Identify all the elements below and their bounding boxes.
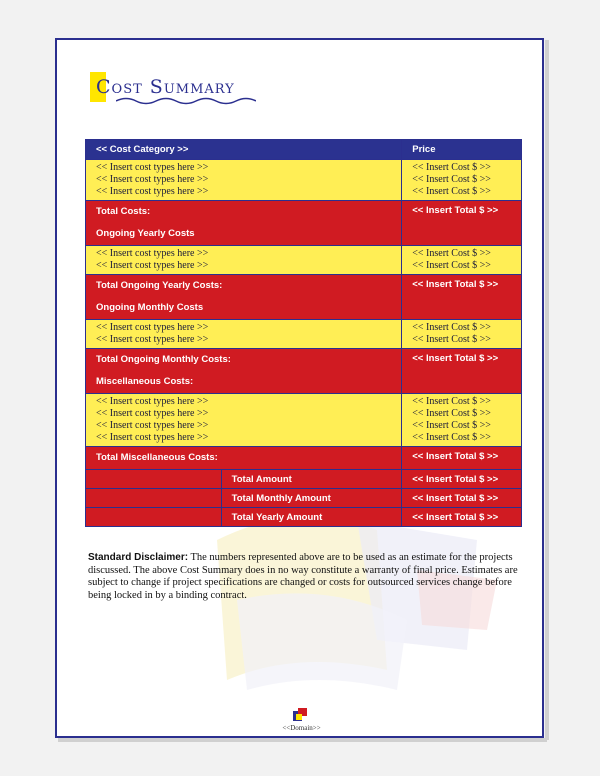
- cost-items-row: [86, 160, 522, 201]
- cost-price-placeholder[interactable]: << Insert Cost $ >>: [412, 420, 491, 431]
- grand-total-row: [86, 489, 522, 508]
- next-section-heading: Ongoing Yearly Costs: [96, 228, 195, 239]
- cost-price-placeholder[interactable]: << Insert Cost $ >>: [412, 162, 491, 173]
- cost-price-placeholder[interactable]: << Insert Cost $ >>: [412, 408, 491, 419]
- page-shadow-bottom: [58, 738, 547, 742]
- cost-type-placeholder[interactable]: << Insert cost types here >>: [96, 420, 209, 431]
- header-price: Price: [402, 140, 522, 160]
- cost-type-placeholder[interactable]: << Insert cost types here >>: [96, 322, 209, 333]
- disclaimer-text: The numbers represented above are to be used as an estimate for the projects discussed. The above Cost Summary does in no way constitute a warranty of final price. Estimates are subject to change if project specifications are changed or costs for outsourced services change before being locked in by a binding contract.: [88, 552, 518, 601]
- section-total-value-text: << Insert Total $ >>: [412, 353, 499, 364]
- cost-type-placeholder[interactable]: << Insert cost types here >>: [96, 408, 209, 419]
- cost-price-list: [402, 320, 522, 349]
- table-header-row: [86, 140, 522, 160]
- cost-items-row: [86, 320, 522, 349]
- cost-price-list: [402, 394, 522, 447]
- cost-type-placeholder[interactable]: << Insert cost types here >>: [96, 186, 209, 197]
- grand-total-value[interactable]: << Insert Total $ >>: [402, 470, 522, 489]
- cost-price-placeholder[interactable]: << Insert Cost $ >>: [412, 186, 491, 197]
- domain-logo-icon: [293, 708, 309, 722]
- section-total-value-text: << Insert Total $ >>: [412, 279, 499, 290]
- cost-price-placeholder[interactable]: << Insert Cost $ >>: [412, 396, 491, 407]
- page-shadow: [545, 40, 549, 740]
- title-wave-underline: [116, 96, 256, 106]
- cost-type-placeholder[interactable]: << Insert cost types here >>: [96, 260, 209, 271]
- cost-type-placeholder[interactable]: << Insert cost types here >>: [96, 162, 209, 173]
- standard-disclaimer: [88, 552, 528, 602]
- cost-type-placeholder[interactable]: << Insert cost types here >>: [96, 248, 209, 259]
- grand-total-label: Total Yearly Amount: [221, 508, 402, 527]
- section-total-label: Total Costs:: [96, 206, 151, 217]
- cost-price-list: [402, 160, 522, 201]
- section-total-cell: [86, 275, 402, 320]
- section-total-value[interactable]: [402, 201, 522, 246]
- grand-total-row: [86, 470, 522, 489]
- section-total-value-text: << Insert Total $ >>: [412, 205, 499, 216]
- grand-total-label: Total Amount: [221, 470, 402, 489]
- section-total-row: [86, 275, 522, 320]
- cost-summary-table: [85, 139, 522, 527]
- section-total-label: Total Ongoing Yearly Costs:: [96, 280, 223, 291]
- section-total-label: Total Miscellaneous Costs:: [96, 452, 218, 463]
- section-total-value-text: << Insert Total $ >>: [412, 451, 499, 462]
- section-total-value[interactable]: [402, 349, 522, 394]
- next-section-heading: Ongoing Monthly Costs: [96, 302, 204, 313]
- grand-total-value[interactable]: << Insert Total $ >>: [402, 489, 522, 508]
- cost-items-row: [86, 394, 522, 447]
- next-section-heading: Miscellaneous Costs:: [96, 376, 194, 387]
- grand-total-spacer: [86, 470, 222, 489]
- cost-type-placeholder[interactable]: << Insert cost types here >>: [96, 174, 209, 185]
- grand-total-spacer: [86, 489, 222, 508]
- section-total-row: [86, 201, 522, 246]
- section-total-value[interactable]: [402, 447, 522, 470]
- footer-domain: <<Domain>>: [282, 724, 321, 732]
- cost-price-placeholder[interactable]: << Insert Cost $ >>: [412, 322, 491, 333]
- cost-items-row: [86, 246, 522, 275]
- document-page: [55, 38, 544, 738]
- section-total-row: [86, 349, 522, 394]
- cost-price-list: [402, 246, 522, 275]
- cost-price-placeholder[interactable]: << Insert Cost $ >>: [412, 260, 491, 271]
- cost-type-placeholder[interactable]: << Insert cost types here >>: [96, 432, 209, 443]
- grand-total-label: Total Monthly Amount: [221, 489, 402, 508]
- grand-total-value[interactable]: << Insert Total $ >>: [402, 508, 522, 527]
- cost-type-list: [86, 246, 402, 275]
- cost-type-list: [86, 394, 402, 447]
- cost-type-placeholder[interactable]: << Insert cost types here >>: [96, 396, 209, 407]
- disclaimer-heading: Standard Disclaimer:: [88, 552, 189, 563]
- cost-price-placeholder[interactable]: << Insert Cost $ >>: [412, 174, 491, 185]
- grand-total-row: [86, 508, 522, 527]
- cost-price-placeholder[interactable]: << Insert Cost $ >>: [412, 248, 491, 259]
- cost-price-placeholder[interactable]: << Insert Cost $ >>: [412, 334, 491, 345]
- cost-type-list: [86, 160, 402, 201]
- section-total-cell: [86, 447, 402, 470]
- cost-price-placeholder[interactable]: << Insert Cost $ >>: [412, 432, 491, 443]
- section-total-cell: [86, 201, 402, 246]
- section-total-value[interactable]: [402, 275, 522, 320]
- header-cost-category: << Cost Category >>: [86, 140, 402, 160]
- cost-type-list: [86, 320, 402, 349]
- section-total-cell: [86, 349, 402, 394]
- section-total-row: [86, 447, 522, 470]
- section-total-label: Total Ongoing Monthly Costs:: [96, 354, 231, 365]
- grand-total-spacer: [86, 508, 222, 527]
- title-text: Cost Summary: [96, 76, 235, 98]
- page-title: [90, 70, 280, 110]
- cost-type-placeholder[interactable]: << Insert cost types here >>: [96, 334, 209, 345]
